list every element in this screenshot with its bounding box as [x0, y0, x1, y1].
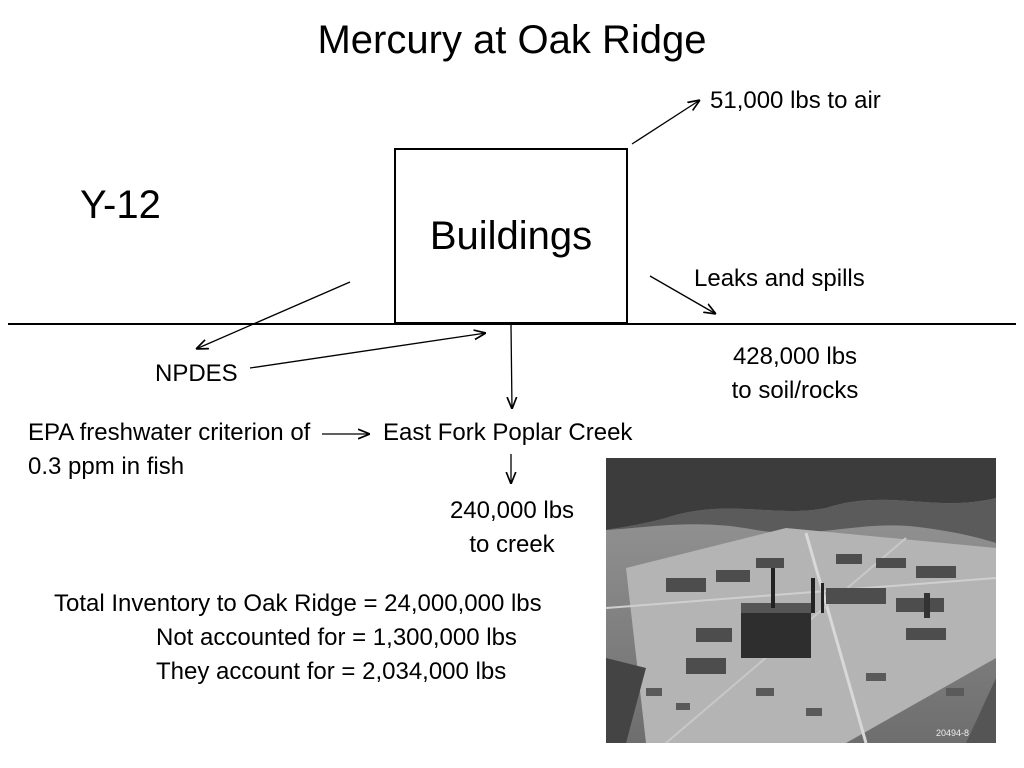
- buildings-box: [394, 148, 628, 324]
- aerial-photo-drawing: [606, 458, 996, 743]
- arrow-to-creek: [511, 325, 512, 409]
- site-label: Y-12: [80, 183, 161, 227]
- accounted-text: They account for = 2,034,000 lbs: [156, 658, 507, 685]
- npdes-label: NPDES: [155, 360, 238, 387]
- creek-label: East Fork Poplar Creek: [383, 419, 633, 446]
- slide-title: Mercury at Oak Ridge: [317, 18, 707, 62]
- leaks-label: Leaks and spills: [694, 265, 865, 292]
- total-inventory-text: Total Inventory to Oak Ridge = 24,000,000 lbs: [54, 590, 542, 617]
- soil-release-line2: to soil/rocks: [731, 377, 859, 404]
- buildings-label: Buildings: [429, 213, 593, 258]
- creek-release-line1: 240,000 lbs: [449, 497, 575, 524]
- epa-criterion-label: EPA freshwater criterion of 0.3 ppm in fish: [28, 419, 311, 480]
- air-release-label: 51,000 lbs to air: [710, 87, 881, 114]
- arrow-npdes-to-building: [250, 333, 486, 368]
- arrow-to-npdes: [196, 282, 350, 349]
- not-accounted-text: Not accounted for = 1,300,000 lbs: [156, 624, 517, 651]
- arrow-to-air: [632, 100, 700, 144]
- soil-release-line1: 428,000 lbs: [732, 343, 858, 370]
- creek-release-line2: to creek: [469, 531, 555, 558]
- soil-release-label: [700, 340, 890, 408]
- creek-release-label: [420, 494, 604, 562]
- aerial-photo: [606, 458, 996, 743]
- photo-stamp: 20494-8: [936, 728, 970, 738]
